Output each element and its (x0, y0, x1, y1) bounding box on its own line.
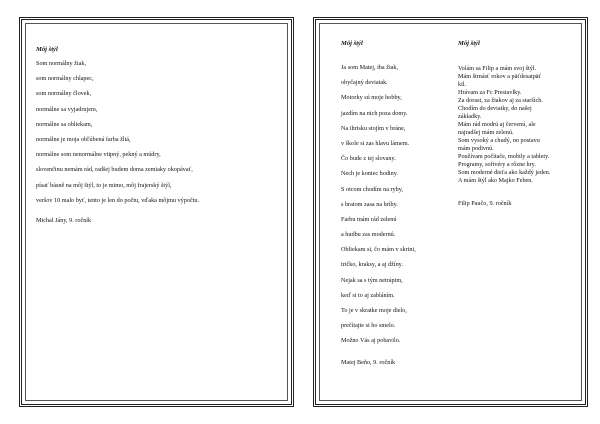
poem-line: a hudbu zas modernú. (341, 231, 396, 239)
poem-line: veršov 10 malo byť, tento je len do počtu, vďaka môjmu výpočtu. (36, 196, 200, 204)
poem-line: Chodím do deviatky, do našej (458, 105, 532, 112)
left-page (19, 17, 294, 407)
right-page (313, 17, 588, 407)
poem-line: písať básně na môj štýl, to je mimo, môj frajerský štýl, (36, 181, 172, 189)
right-poem-2-signature: Filip Paučo, 9. ročník (458, 200, 512, 207)
poem-line: Som normálny žiak, (36, 60, 87, 67)
poem-line: Na ihrisku stojím v bráne, (341, 124, 406, 132)
poem-line: obyčajný deviatak. (341, 79, 388, 87)
poem-line: som normálny chlapec, (36, 75, 94, 83)
poem-line: To je v skratke moje dielo, (341, 307, 407, 314)
right-poem-2-title: Môj štýl (458, 40, 480, 47)
poem-line: mám podivnú. (458, 145, 494, 152)
poem-line: najradšej mám zelenú. (458, 129, 514, 136)
poem-line: tričko, kraksy, a aj džíny. (341, 261, 403, 269)
poem-line: základky. (458, 113, 482, 120)
poem-line: prečítajte si ho smelo. (341, 322, 396, 330)
poem-line: Používam počítače, mobily a tablety. (458, 153, 550, 160)
right-poem-2 (458, 40, 580, 208)
poem-line: keď si to aj zabláním. (341, 291, 395, 299)
poem-line: Som vysoký a chudý, no postavu (458, 137, 540, 144)
poem-line: Motorky sú moje hobby, (341, 94, 402, 102)
poem-line: A mám štýl ako Majko Feben. (458, 177, 533, 184)
poem-line: normálne sa vyjadrujem, (36, 105, 98, 113)
poem-line: jazdím na nich poza domy. (341, 109, 408, 117)
right-poem-1-signature: Matej Beňo, 9. ročník (341, 359, 396, 367)
poem-line: Ja som Matej, iba žiak, (341, 64, 399, 71)
poem-line: Programy, softvéry a rôzne hry. (458, 161, 536, 168)
poem-line: s bratom zasa na hríby. (341, 200, 398, 208)
poem-line: kil. (458, 81, 467, 88)
poem-line: v škole si zas hlavu lámem. (341, 139, 410, 147)
poem-line: normálne sa obliekam, (36, 120, 93, 128)
poem-line: Mám štrnásť rokov a päťdesatpäť (458, 73, 542, 80)
poem-line: normálne som nenormálne vtipný, pekný a múdry, (36, 151, 161, 159)
poem-line: Som moderné dieťa ako každý jeden. (458, 169, 551, 176)
poem-line: Mám rád modrú aj červenú, ale (458, 121, 536, 128)
poem-line: slovenčinu nemám rád, radšej budem doma zemiaky okopávať, (36, 166, 193, 174)
right-poem-1 (341, 40, 451, 375)
poem-line: Možno Vás aj pobavilo. (341, 337, 401, 345)
left-poem (36, 46, 281, 232)
left-poem-title: Môj štýl (36, 46, 58, 53)
poem-line: Hrávam za Fc Prestavlky. (458, 89, 522, 96)
right-poem-1-title: Môj štýl (341, 40, 363, 47)
poem-line: Za dorast, za žiakov aj za starších. (458, 97, 543, 104)
poem-line: som normálny človek, (36, 90, 92, 98)
poem-line: Nech je koniec hodiny. (341, 170, 398, 178)
poem-line: Nejak sa s tým netrápim, (341, 276, 403, 284)
poem-line: normálne je moja obľúbená farba žltá, (36, 135, 131, 143)
poem-line: Obliekam si, čo mám v skrini, (341, 246, 416, 254)
poem-line: Čo bude z tej slovany. (341, 155, 396, 163)
left-poem-signature: Michal Jány, 9. ročník (36, 216, 92, 224)
poem-line: S otcom chodím na ryby, (341, 185, 403, 193)
poem-line: Volám sa Filip a mám svoj štýl. (458, 65, 537, 72)
poem-line: Farbu mám rád zelenú (341, 215, 397, 223)
